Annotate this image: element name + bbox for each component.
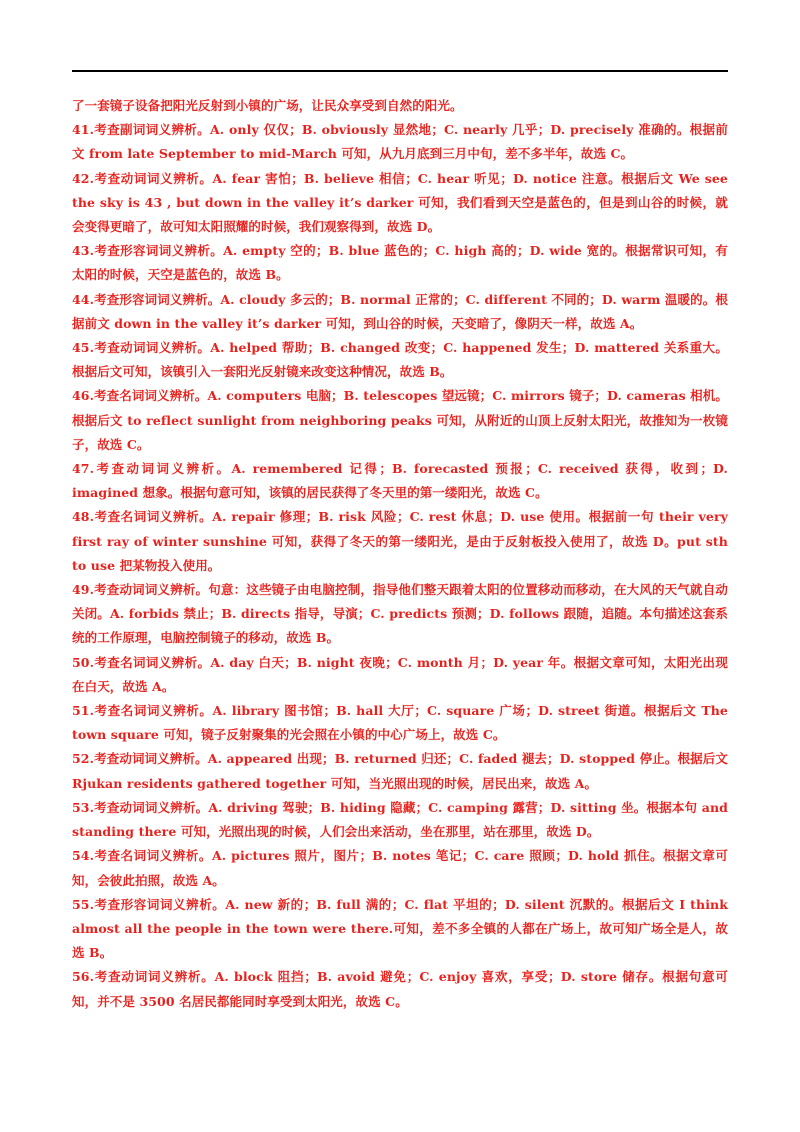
explanation-43: 43.考查形容词词义辨析。A. empty 空的；B. blue 蓝色的；C. high 高的；D. wide 宽的。根据常识可知，有太阳的时候，天空是蓝色的，故选 B。	[72, 243, 728, 283]
answer-explanations	[72, 94, 728, 1014]
explanation-47: 47.考查动词词义辨析。A. remembered 记得；B. forecasted 预报；C. received 获得，收到；D. imagined 想象。根据句意可知，该镇的居民获得了冬天里的第一缕阳光，故选 C。	[72, 461, 728, 501]
explanation-48: 48.考查名词词义辨析。A. repair 修理；B. risk 风险；C. rest 休息；D. use 使用。根据前一句 their very first ray of winter sunshine 可知，获得了冬天的第一缕阳光，是由于反射板投入使用了，故选 D。put sth to use 把某物投入使用。	[72, 509, 728, 573]
explanation-42: 42.考查动词词义辨析。A. fear 害怕；B. believe 相信；C. hear 听见；D. notice 注意。根据后文 We see the sky is 43 , but down in the valley it’s darker 可知，我们看到天空是蓝色的，但是到山谷的时候，就会变得更暗了，故可知太阳照耀的时候，我们观察得到，故选 D。	[72, 170, 728, 235]
explanation-53: 53.考查动词词义辨析。A. driving 驾驶；B. hiding 隐藏；C. camping 露营；D. sitting 坐。根据本句 and standing there 可知，光照出现的时候，人们会出来活动，坐在那里，站在那里，故选 D。	[72, 799, 728, 840]
explanation-49: 49.考查动词词义辨析。句意：这些镜子由电脑控制，指导他们整天跟着太阳的位置移动而移动，在大风的天气就自动关闭。A. forbids 禁止；B. directs 指导，导演；C. predicts 预测；D. follows 跟随，追随。本句描述这套系统的工作原理，电脑控制镜子的移动，故选 B。	[72, 582, 728, 646]
explanation-54: 54.考查名词词义辨析。A. pictures 照片，图片；B. notes 笔记；C. care 照顾；D. hold 抓住。根据文章可知，会彼此拍照，故选 A。	[72, 848, 728, 888]
explanation-50: 50.考查名词词义辨析。A. day 白天；B. night 夜晚；C. month 月；D. year 年。根据文章可知，太阳光出现在白天，故选 A。	[72, 654, 728, 694]
explanation-46: 46.考查名词词义辨析。A. computers 电脑；B. telescopes 望远镜；C. mirrors 镜子；D. cameras 相机。根据后文 to reflect sunlight from neighboring peaks 可知，从附近的山顶上反射太阳光，故推知为一枚镜子，故选 C。	[72, 388, 728, 452]
explanation-44: 44.考查形容词词义辨析。A. cloudy 多云的；B. normal 正常的；C. different 不同的；D. warm 温暖的。根据前文 down in the valley it’s darker 可知，到山谷的时候，天变暗了，像阴天一样，故选 A。	[72, 291, 728, 331]
explanation-51: 51.考查名词词义辨析。A. library 图书馆；B. hall 大厅；C. square 广场；D. street 街道。根据后文 The town square 可知，镜子反射聚集的光会照在小镇的中心广场上，故选 C。	[72, 703, 728, 743]
explanation-41: 41.考查副词词义辨析。A. only 仅仅；B. obviously 显然地；C. nearly 几乎；D. precisely 准确的。根据前文 from late September to mid-March 可知，从九月底到三月中旬，差不多半年，故选 C。	[72, 122, 728, 162]
explanation-52: 52.考查动词词义辨析。A. appeared 出现；B. returned 归还；C. faded 褪去；D. stopped 停止。根据后文 Rjukan residents gathered together 可知，当光照出现的时候，居民出来，故选 A。	[72, 751, 728, 791]
explanation-56: 56.考查动词词义辨析。A. block 阻挡；B. avoid 避免；C. enjoy 喜欢，享受；D. store 储存。根据句意可知，并不是 3500 名居民都能同时享受到太阳光，故选 C。	[72, 969, 728, 1009]
explanation-45: 45.考查动词词义辨析。A. helped 帮助；B. changed 改变；C. happened 发生；D. mattered 关系重大。根据后文可知，该镇引入一套阳光反射镜来改变这种情况，故选 B。	[72, 340, 728, 380]
header-rule	[72, 70, 728, 72]
paragraph-intro: 了一套镜子设备把阳光反射到小镇的广场，让民众享受到自然的阳光。	[72, 98, 463, 113]
explanation-55: 55.考查形容词词义辨析。A. new 新的；B. full 满的；C. flat 平坦的；D. silent 沉默的。根据后文 I think almost all the people in the town were there.可知，差不多全镇的人都在广场上，故可知广场全是人，故选 B。	[72, 896, 728, 961]
